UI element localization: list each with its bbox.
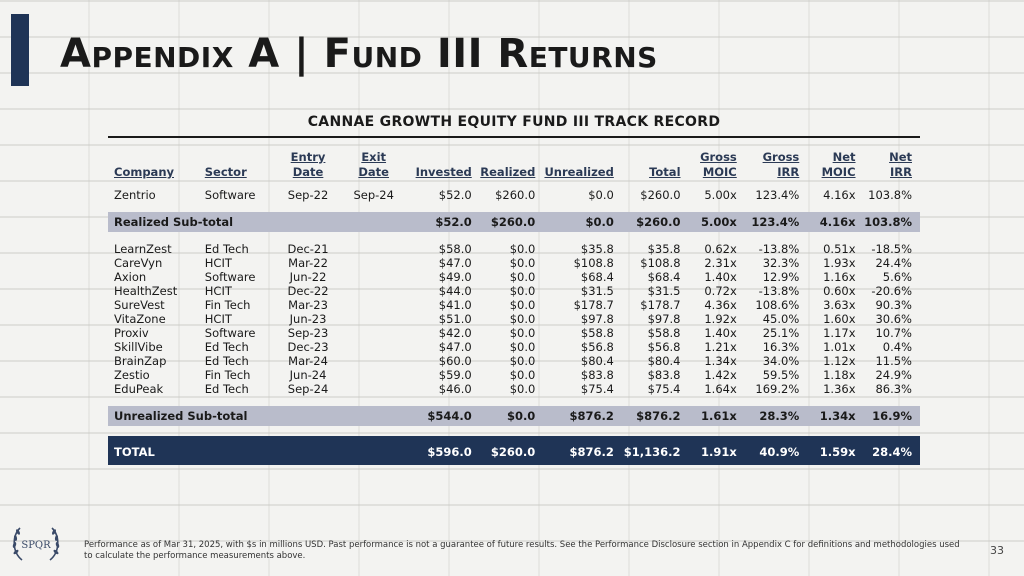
exit-date-cell: Sep-24 [353,188,394,202]
net-moic-cell: 1.60x [823,312,856,326]
gross-irr-cell: 25.1% [762,326,800,340]
entry-date-cell: Dec-23 [287,340,329,354]
sector-cell: Software [204,326,256,340]
total-cell: $876.2 [617,406,684,426]
unrealized-cell: $876.2 [538,439,617,465]
header-invested: Invested [415,165,472,179]
net-irr-cell: 10.7% [875,326,912,340]
net-moic-cell: 0.51x [823,242,856,256]
total-cell: $80.4 [647,354,681,368]
entry-date-cell: Dec-22 [287,284,329,298]
table-row [108,312,920,326]
header-net-irr: Net IRR [889,150,912,179]
company-cell: Proxiv [114,326,149,340]
invested-cell: $46.0 [438,382,472,396]
invested-cell: $47.0 [438,256,472,270]
gross-irr-cell: 169.2% [755,382,800,396]
gross-irr-cell: 34.0% [762,354,800,368]
gross-irr-cell: 12.9% [762,270,800,284]
invested-cell: $51.0 [438,312,472,326]
realized-cell: $0.0 [509,256,536,270]
header-gross-irr: Gross IRR [762,150,800,179]
gross-irr-cell: 40.9% [740,439,803,465]
exit-date-cell [339,382,408,396]
unrealized-subtotal-row [108,406,920,426]
gross-irr-cell: -13.8% [758,284,800,298]
unrealized-cell: $35.8 [580,242,614,256]
exit-date-cell [339,326,408,340]
table-row [108,188,920,202]
exit-date-cell [339,242,408,256]
total-cell: $83.8 [647,368,681,382]
invested-cell: $49.0 [438,270,472,284]
total-cell: $58.8 [647,326,681,340]
table-row [108,382,920,396]
net-irr-cell: 103.8% [859,212,920,232]
unrealized-cell: $0.0 [588,188,614,202]
net-moic-cell: 1.17x [823,326,856,340]
company-cell: SkillVibe [114,340,163,354]
gross-moic-cell: 5.00x [704,188,737,202]
slide-title: Appendix A | Fund III Returns [60,31,658,77]
table-row [108,298,920,312]
realized-cell: $0.0 [509,298,536,312]
sector-cell: HCIT [204,312,232,326]
header-unrealized: Unrealized [544,165,614,179]
total-cell: $75.4 [647,382,681,396]
company-cell: BrainZap [114,354,167,368]
invested-cell: $52.0 [438,188,472,202]
table-row [108,270,920,284]
row-spacer [108,232,920,242]
net-moic-cell: 1.59x [802,439,858,465]
company-cell: SureVest [114,298,165,312]
table-title-rule [108,136,920,138]
row-spacer [108,396,920,406]
total-row [108,439,920,465]
company-cell: VitaZone [114,312,166,326]
sector-cell: Ed Tech [204,340,249,354]
invested-cell: $59.0 [438,368,472,382]
gross-irr-cell: 59.5% [762,368,800,382]
unrealized-cell: $97.8 [580,312,614,326]
title-accent-bar [11,14,29,86]
gross-moic-cell: 1.42x [704,368,737,382]
gross-moic-cell: 1.64x [704,382,737,396]
unrealized-cell: $83.8 [580,368,614,382]
realized-cell: $0.0 [509,382,536,396]
net-irr-cell: -18.5% [871,242,912,256]
exit-date-cell [339,340,408,354]
exit-date-cell [339,270,408,284]
invested-cell: $544.0 [408,406,475,426]
gross-moic-cell: 1.92x [704,312,737,326]
sector-cell: Fin Tech [204,298,251,312]
unrealized-cell: $31.5 [580,284,614,298]
net-moic-cell: 4.16x [802,212,858,232]
total-cell: $35.8 [647,242,681,256]
realized-cell: $0.0 [509,312,536,326]
spacer-cell [108,232,920,242]
table-title: CANNAE GROWTH EQUITY FUND III TRACK RECORD [307,114,721,130]
realized-cell: $0.0 [509,242,536,256]
table-row [108,256,920,270]
unrealized-cell: $80.4 [580,354,614,368]
entry-date-cell: Sep-22 [287,188,329,202]
invested-cell: $58.0 [438,242,472,256]
net-irr-cell: 30.6% [875,312,912,326]
net-moic-cell: 1.12x [823,354,856,368]
total-cell: $1,136.2 [617,439,684,465]
sector-cell: Software [204,188,256,202]
header-realized: Realized [480,165,536,179]
realized-cell: $0.0 [509,284,536,298]
spqr-laurel-logo [8,522,64,566]
sector-cell: Ed Tech [204,354,249,368]
company-cell: Axion [114,270,147,284]
gross-moic-cell: 1.91x [684,439,740,465]
header-net-moic: Net MOIC [821,150,856,179]
gross-irr-cell: 45.0% [762,312,800,326]
gross-irr-cell: 28.3% [740,406,803,426]
exit-date-cell [339,298,408,312]
table-row [108,284,920,298]
entry-date-cell: Sep-24 [287,382,329,396]
company-cell: LearnZest [114,242,172,256]
gross-moic-cell: 1.21x [704,340,737,354]
gross-moic-cell: 4.36x [704,298,737,312]
total-cell: $56.8 [647,340,681,354]
spacer-cell [108,426,920,436]
total-cell: $31.5 [647,284,681,298]
invested-cell: $47.0 [438,340,472,354]
sector-cell: HCIT [204,284,232,298]
invested-cell: $596.0 [408,439,475,465]
gross-moic-cell: 2.31x [704,256,737,270]
gross-moic-cell: 0.72x [704,284,737,298]
header-exit-date: Exit Date [358,150,389,179]
invested-cell: $60.0 [438,354,472,368]
entry-date-cell: Jun-23 [289,312,327,326]
gross-moic-cell: 5.00x [684,212,740,232]
row-spacer [108,426,920,436]
unrealized-subtotal-row-label: Unrealized Sub-total [108,406,408,426]
realized-cell: $0.0 [475,406,539,426]
header-entry-date: Entry Date [290,150,326,179]
entry-date-cell: Dec-21 [287,242,329,256]
gross-irr-cell: 123.4% [755,188,800,202]
table-row [108,326,920,340]
table-header-row [108,150,920,188]
unrealized-cell: $178.7 [573,298,614,312]
net-moic-cell: 1.01x [823,340,856,354]
realized-cell: $260.0 [495,188,536,202]
entry-date-cell: Jun-22 [289,270,327,284]
net-moic-cell: 0.60x [823,284,856,298]
exit-date-cell [339,368,408,382]
table-row [108,354,920,368]
gross-irr-cell: 123.4% [740,212,803,232]
realized-cell: $0.0 [509,340,536,354]
net-irr-cell: 24.9% [875,368,912,382]
exit-date-cell [339,256,408,270]
net-irr-cell: -20.6% [871,284,912,298]
invested-cell: $52.0 [408,212,475,232]
table-row [108,368,920,382]
unrealized-cell: $56.8 [580,340,614,354]
realized-subtotal-row-label: Realized Sub-total [108,212,408,232]
header-total: Total [649,165,681,179]
entry-date-cell: Sep-23 [287,326,329,340]
unrealized-cell: $75.4 [580,382,614,396]
net-irr-cell: 11.5% [875,354,912,368]
total-cell: $260.0 [617,212,684,232]
entry-date-cell: Mar-23 [288,298,328,312]
net-moic-cell: 1.18x [823,368,856,382]
net-irr-cell: 86.3% [875,382,912,396]
header-sector: Sector [204,165,247,179]
net-moic-cell: 4.16x [823,188,856,202]
gross-moic-cell: 1.61x [684,406,740,426]
total-cell: $97.8 [647,312,681,326]
realized-cell: $260.0 [475,439,539,465]
net-irr-cell: 16.9% [859,406,920,426]
unrealized-cell: $58.8 [580,326,614,340]
exit-date-cell [339,284,408,298]
company-cell: HealthZest [114,284,178,298]
realized-cell: $0.0 [509,270,536,284]
table-body [108,188,920,465]
realized-subtotal-row [108,212,920,232]
header-gross-moic: Gross MOIC [700,150,737,179]
unrealized-cell: $68.4 [580,270,614,284]
company-cell: EduPeak [114,382,164,396]
unrealized-cell: $0.0 [538,212,617,232]
exit-date-cell [339,354,408,368]
gross-irr-cell: 16.3% [762,340,800,354]
gross-irr-cell: 108.6% [755,298,800,312]
sector-cell: Fin Tech [204,368,251,382]
company-cell: CareVyn [114,256,163,270]
net-irr-cell: 28.4% [859,439,920,465]
total-cell: $178.7 [640,298,681,312]
unrealized-cell: $876.2 [538,406,617,426]
realized-cell: $0.0 [509,326,536,340]
company-cell: Zentrio [114,188,156,202]
net-irr-cell: 24.4% [875,256,912,270]
gross-moic-cell: 0.62x [704,242,737,256]
net-moic-cell: 1.36x [823,382,856,396]
net-moic-cell: 1.34x [802,406,858,426]
gross-irr-cell: 32.3% [762,256,800,270]
track-record-table [108,150,920,465]
total-cell: $260.0 [640,188,681,202]
total-cell: $68.4 [647,270,681,284]
gross-moic-cell: 1.34x [704,354,737,368]
sector-cell: Ed Tech [204,382,249,396]
total-cell: $108.8 [640,256,681,270]
company-cell: Zestio [114,368,150,382]
table-row [108,340,920,354]
realized-cell: $260.0 [475,212,539,232]
page-number: 33 [990,544,1004,557]
net-moic-cell: 1.93x [823,256,856,270]
header-company: Company [114,165,174,179]
spacer-cell [108,396,920,406]
sector-cell: Ed Tech [204,242,249,256]
gross-moic-cell: 1.40x [704,270,737,284]
invested-cell: $41.0 [438,298,472,312]
gross-moic-cell: 1.40x [704,326,737,340]
net-irr-cell: 0.4% [882,340,912,354]
realized-cell: $0.0 [509,368,536,382]
entry-date-cell: Jun-24 [289,368,327,382]
unrealized-cell: $108.8 [573,256,614,270]
spacer-cell [108,202,920,212]
row-spacer [108,202,920,212]
sector-cell: HCIT [204,256,232,270]
net-moic-cell: 3.63x [823,298,856,312]
invested-cell: $44.0 [438,284,472,298]
exit-date-cell [339,312,408,326]
net-irr-cell: 90.3% [875,298,912,312]
entry-date-cell: Mar-24 [288,354,328,368]
invested-cell: $42.0 [438,326,472,340]
net-moic-cell: 1.16x [823,270,856,284]
total-row-label: TOTAL [108,439,408,465]
gross-irr-cell: -13.8% [758,242,800,256]
net-irr-cell: 5.6% [882,270,912,284]
logo-text: SPQR [21,540,51,551]
realized-cell: $0.0 [509,354,536,368]
footnote: Performance as of Mar 31, 2025, with $s in millions USD. Past performance is not a guarantee of future results. See the Performance Disclosure section in Appendix C for definitions and methodologies used to calculate the performance measurements above. [84,540,960,561]
sector-cell: Software [204,270,256,284]
entry-date-cell: Mar-22 [288,256,328,270]
table-row [108,242,920,256]
net-irr-cell: 103.8% [868,188,912,202]
